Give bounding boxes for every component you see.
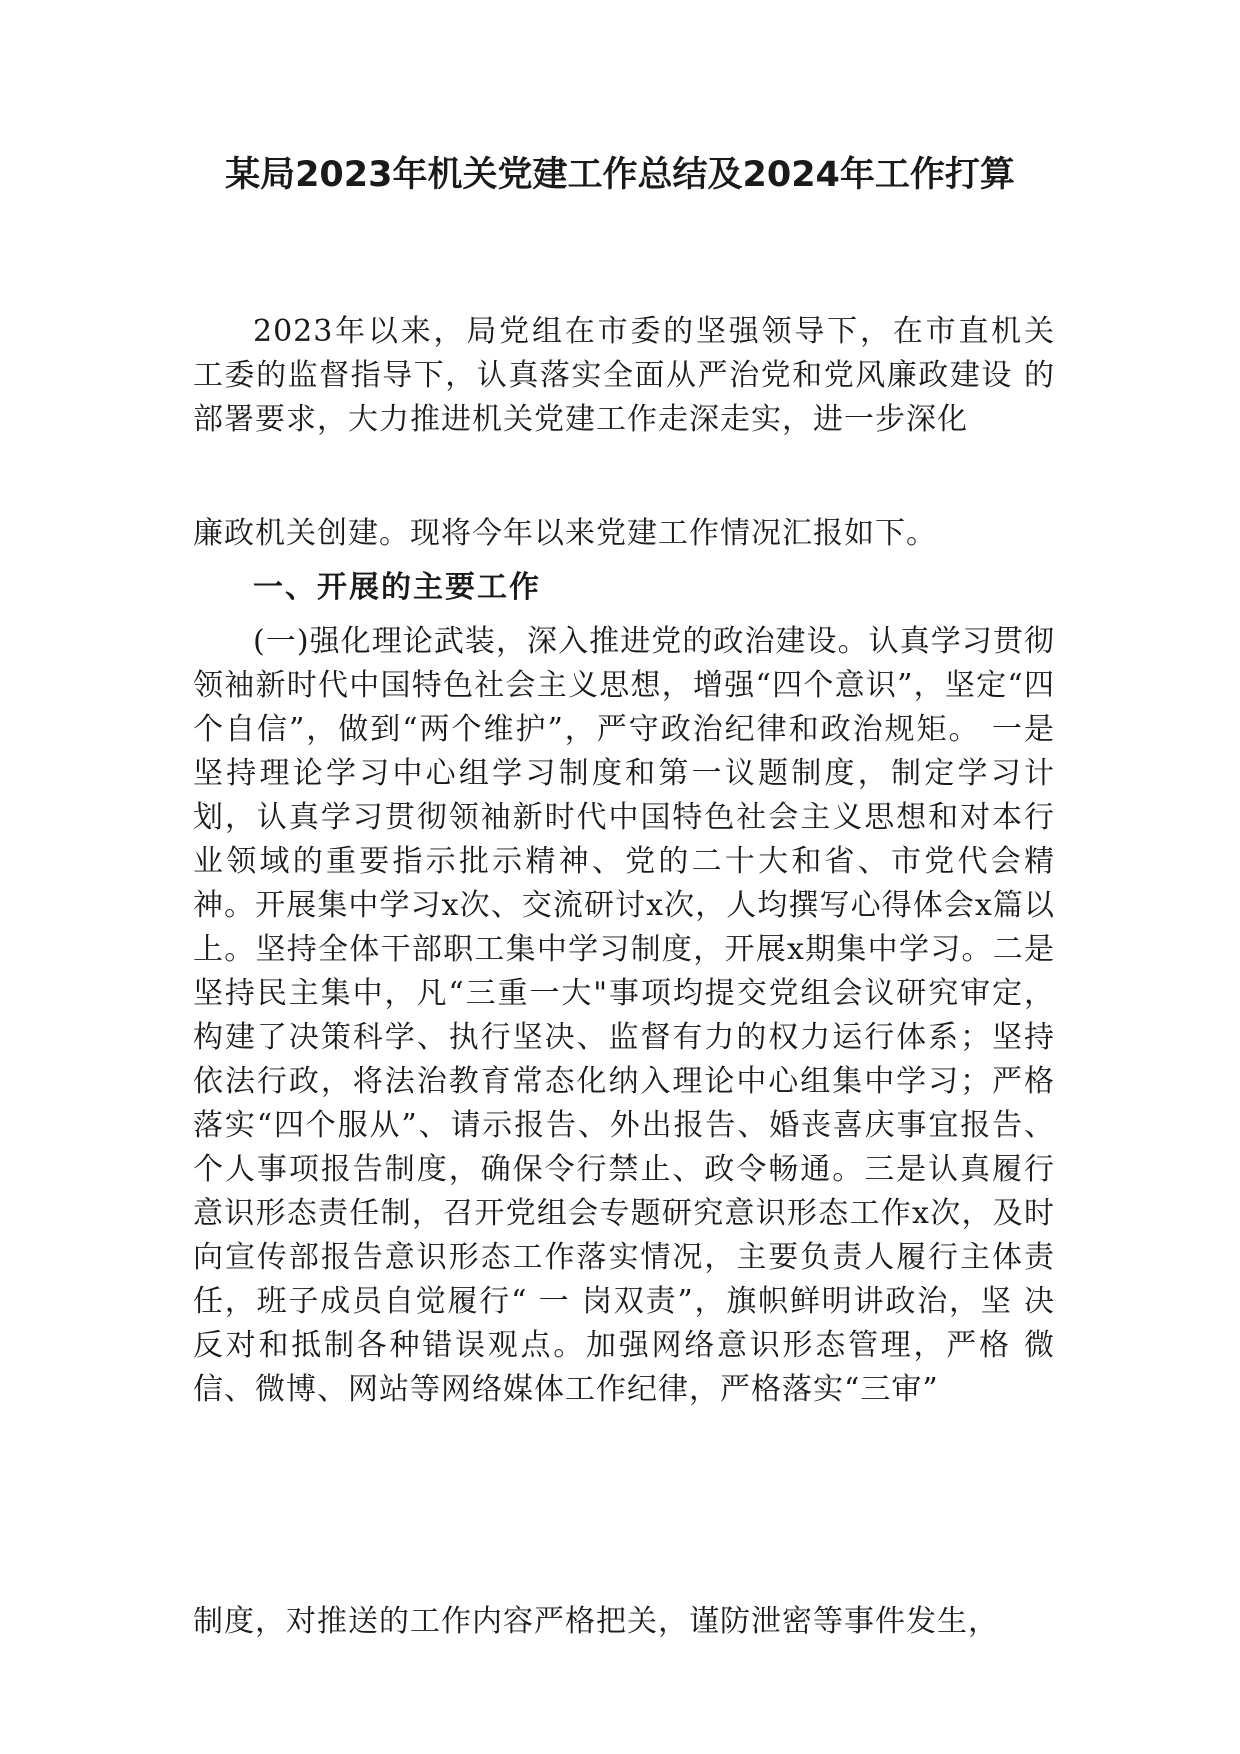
document-title: 某局2023年机关党建工作总结及2024年工作打算 xyxy=(225,155,1015,195)
paragraph-section-1: (一)强化理论武装，深入推进党的政治建设。认真学习贯彻领袖新时代中国特色社会主义思想，增强“四个意识”，坚定“四个自信”，做到“两个维护”，严守政治纪律和政治规矩。 一是坚持理论学习中心组学习制度和第一议题制度，制定学习计划，认真学习贯彻领袖新时代中国特色社会主义思想和对本行业领域的重要指示批示精神、党的二十大和省、市党代会精神。开展集中学习x次、交流研讨x次，人均撰写心得体会x篇以上。坚持全体干部职工集中学习制度，开展x期集中学习。二是坚持民主集中，凡“三重一大"事项均提交党组会议研究审定，构建了决策科学、执行坚决、监督有力的权力运行体系；坚持依法行政，将法治教育常态化纳入理论中心组集中学习；严格落实“四个服从”、请示报告、外出报告、婚丧喜庆事宜报告、个人事项报告制度，确保令行禁止、政令畅通。三是认真履行意识形态责任制，召开党组会专题研究意识形态工作x次，及时向宣传部报告意识形态工作落实情况，主要负责人履行主体责任，班子成员自觉履行“ 一 岗双责”，旗帜鲜明讲政治，坚 决反对和抵制各种错误观点。加强网络意识形态管理，严格 微信、微博、网站等网络媒体工作纪律，严格落实“三审” xyxy=(193,624,1055,1407)
paragraph-intro: 2023年以来，局党组在市委的坚强领导下，在市直机关 工委的监督指导下，认真落实全面从严治党和党风廉政建设 的部署要求，大力推进机关党建工作走深走实，进一步深化 xyxy=(193,314,1055,437)
paragraph-section-1-continued: 制度，对推送的工作内容严格把关，谨防泄密等事件发生， xyxy=(193,1604,999,1639)
paragraph-intro-continued: 廉政机关创建。现将今年以来党建工作情况汇报如下。 xyxy=(193,516,937,551)
section-heading: 一、开展的主要工作 xyxy=(253,570,541,605)
